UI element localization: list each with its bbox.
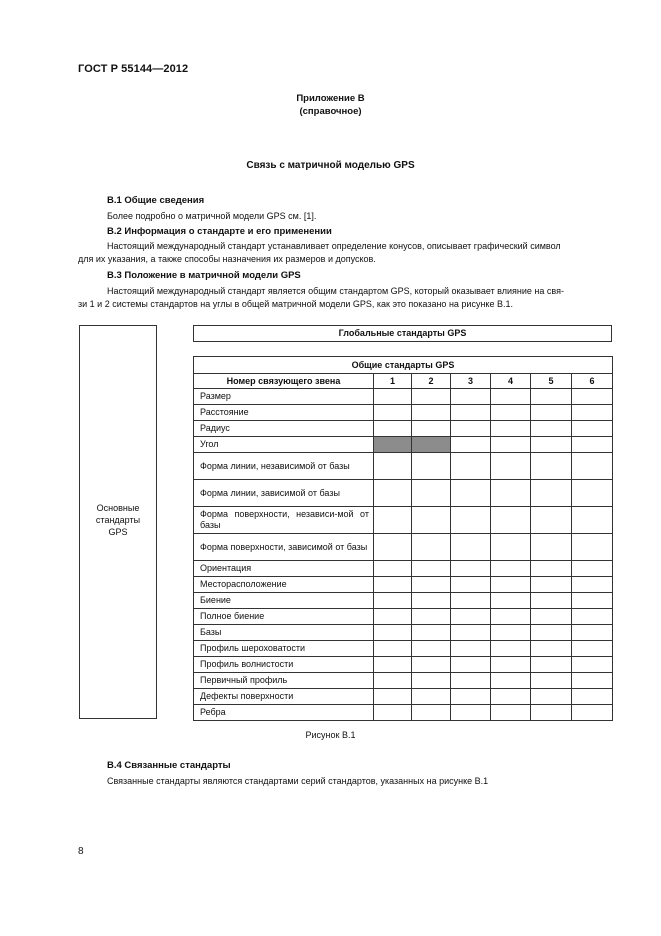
- matrix-cell: [412, 657, 451, 673]
- col-header: 1: [374, 374, 412, 389]
- matrix-cell: [491, 534, 531, 561]
- row-label: Форма поверхности, зависимой от базы: [194, 534, 374, 561]
- matrix-cell: [531, 609, 572, 625]
- matrix-cell: [491, 689, 531, 705]
- matrix-cell: [374, 437, 412, 453]
- matrix-cell: [491, 480, 531, 507]
- matrix-cell: [451, 561, 491, 577]
- matrix-cell: [572, 641, 613, 657]
- matrix-cell: [572, 405, 613, 421]
- table-row: [194, 577, 613, 593]
- matrix-cell: [374, 421, 412, 437]
- global-standards-box: Глобальные стандарты GPS: [193, 325, 612, 342]
- matrix-cell: [491, 641, 531, 657]
- matrix-cell: [491, 657, 531, 673]
- row-label: Полное биение: [194, 609, 374, 625]
- matrix-cell: [451, 593, 491, 609]
- table-row: [194, 437, 613, 453]
- matrix-cell: [451, 657, 491, 673]
- matrix-cell: [412, 641, 451, 657]
- b4-heading: В.4 Связанные стандарты: [107, 760, 231, 771]
- matrix-cell: [491, 453, 531, 480]
- basic-standards-label-line1: Основные: [96, 503, 140, 513]
- matrix-cell: [531, 437, 572, 453]
- matrix-cell: [412, 405, 451, 421]
- b1-heading: В.1 Общие сведения: [107, 195, 205, 206]
- col-header: 4: [491, 374, 531, 389]
- table-row: [194, 453, 613, 480]
- matrix-cell: [451, 437, 491, 453]
- matrix-cell: [451, 389, 491, 405]
- table-row: [194, 657, 613, 673]
- matrix-cell: [572, 389, 613, 405]
- matrix-cell: [531, 480, 572, 507]
- row-label: Радиус: [194, 421, 374, 437]
- matrix-cell: [531, 577, 572, 593]
- matrix-cell: [451, 453, 491, 480]
- matrix-cell: [412, 673, 451, 689]
- matrix-cell: [531, 641, 572, 657]
- basic-standards-label-line2: стандарты: [95, 515, 141, 525]
- matrix-cell: [491, 577, 531, 593]
- matrix-cell: [572, 534, 613, 561]
- table-row: [194, 405, 613, 421]
- row-label: Форма поверхности, независи-мой от базы: [194, 507, 374, 534]
- table-row: [194, 534, 613, 561]
- matrix-cell: [491, 625, 531, 641]
- matrix-cell: [531, 689, 572, 705]
- row-label: Ориентация: [194, 561, 374, 577]
- row-label: Первичный профиль: [194, 673, 374, 689]
- matrix-cell: [412, 421, 451, 437]
- matrix-cell: [572, 577, 613, 593]
- matrix-cell: [531, 405, 572, 421]
- b4-text: Связанные стандарты являются стандартами серий стандартов, указанных на рисунке В.1: [107, 776, 489, 786]
- matrix-cell: [572, 705, 613, 721]
- matrix-cell: [491, 507, 531, 534]
- matrix-cell: [374, 405, 412, 421]
- matrix-cell: [531, 593, 572, 609]
- gps-matrix-table: [193, 356, 613, 721]
- matrix-cell: [451, 625, 491, 641]
- matrix-cell: [374, 609, 412, 625]
- matrix-cell: [412, 534, 451, 561]
- matrix-cell: [572, 673, 613, 689]
- row-label: Ребра: [194, 705, 374, 721]
- matrix-cell: [451, 609, 491, 625]
- document-code: ГОСТ Р 55144—2012: [78, 63, 189, 75]
- row-label: Профиль шероховатости: [194, 641, 374, 657]
- matrix-cell: [491, 609, 531, 625]
- matrix-cell: [572, 480, 613, 507]
- b3-text-line2: зи 1 и 2 системы стандартов на углы в общей матричной модели GPS, как это показано на рисунке В.1.: [78, 299, 513, 309]
- matrix-cell: [572, 609, 613, 625]
- matrix-cell: [412, 689, 451, 705]
- matrix-cell: [572, 421, 613, 437]
- matrix-cell: [491, 437, 531, 453]
- matrix-cell: [451, 480, 491, 507]
- matrix-cell: [374, 453, 412, 480]
- b3-heading: В.3 Положение в матричной модели GPS: [107, 270, 301, 281]
- row-label: Профиль волнистости: [194, 657, 374, 673]
- page-number: 8: [78, 846, 84, 857]
- matrix-cell: [374, 641, 412, 657]
- table-row: [194, 421, 613, 437]
- col-header: 3: [451, 374, 491, 389]
- row-label: Угол: [194, 437, 374, 453]
- table-row: [194, 561, 613, 577]
- general-standards-title: Общие стандарты GPS: [194, 357, 613, 374]
- matrix-cell: [531, 421, 572, 437]
- matrix-cell: [572, 437, 613, 453]
- matrix-cell: [491, 593, 531, 609]
- matrix-cell: [374, 705, 412, 721]
- table-row: [194, 673, 613, 689]
- row-label: Расстояние: [194, 405, 374, 421]
- matrix-cell: [451, 641, 491, 657]
- matrix-cell: [572, 593, 613, 609]
- matrix-cell: [451, 507, 491, 534]
- basic-standards-label-line3: GPS: [108, 527, 128, 537]
- matrix-cell: [531, 534, 572, 561]
- matrix-cell: [374, 577, 412, 593]
- table-row: [194, 480, 613, 507]
- matrix-cell: [572, 507, 613, 534]
- matrix-cell: [572, 689, 613, 705]
- matrix-cell: [531, 507, 572, 534]
- table-row: [194, 593, 613, 609]
- matrix-cell: [451, 705, 491, 721]
- matrix-cell: [412, 593, 451, 609]
- matrix-cell: [491, 673, 531, 689]
- row-label: Форма линии, зависимой от базы: [194, 480, 374, 507]
- matrix-cell: [374, 593, 412, 609]
- matrix-cell: [412, 507, 451, 534]
- row-label: Дефекты поверхности: [194, 689, 374, 705]
- matrix-cell: [374, 561, 412, 577]
- matrix-cell: [374, 480, 412, 507]
- basic-standards-label: [79, 502, 157, 538]
- matrix-cell: [451, 673, 491, 689]
- matrix-cell: [572, 625, 613, 641]
- matrix-cell: [412, 609, 451, 625]
- gps-matrix-body: [194, 357, 613, 721]
- col-header: 6: [572, 374, 613, 389]
- matrix-cell: [451, 405, 491, 421]
- matrix-cell: [531, 453, 572, 480]
- matrix-cell: [412, 577, 451, 593]
- table-row: [194, 641, 613, 657]
- b2-text-line2: для их указания, а также способы назначения их размеров и допусков.: [78, 254, 376, 264]
- matrix-cell: [491, 705, 531, 721]
- row-label: Базы: [194, 625, 374, 641]
- matrix-cell: [572, 453, 613, 480]
- matrix-cell: [531, 657, 572, 673]
- matrix-cell: [572, 657, 613, 673]
- matrix-cell: [491, 561, 531, 577]
- b2-text-line1: Настоящий международный стандарт устанавливает определение конусов, описывает графический символ: [107, 241, 561, 251]
- matrix-cell: [531, 561, 572, 577]
- matrix-cell: [531, 673, 572, 689]
- row-label: Размер: [194, 389, 374, 405]
- appendix-title: Приложение В: [296, 93, 365, 104]
- matrix-cell: [412, 625, 451, 641]
- table-row: [194, 705, 613, 721]
- appendix-subtitle: (справочное): [299, 106, 362, 117]
- b1-text: Более подробно о матричной модели GPS см. [1].: [107, 211, 317, 221]
- table-row: [194, 507, 613, 534]
- matrix-cell: [572, 561, 613, 577]
- matrix-cell: [531, 625, 572, 641]
- table-row: [194, 689, 613, 705]
- matrix-cell: [451, 421, 491, 437]
- b3-text-line1: Настоящий международный стандарт является общим стандартом GPS, который оказывает влияние на свя-: [107, 286, 564, 296]
- col-header: 2: [412, 374, 451, 389]
- matrix-cell: [531, 389, 572, 405]
- matrix-cell: [451, 689, 491, 705]
- section-title: Связь с матричной моделью GPS: [246, 160, 415, 171]
- matrix-cell: [374, 673, 412, 689]
- row-label: Форма линии, независимой от базы: [194, 453, 374, 480]
- matrix-cell: [374, 389, 412, 405]
- matrix-cell: [412, 480, 451, 507]
- table-row: [194, 389, 613, 405]
- matrix-cell: [412, 561, 451, 577]
- b2-heading: В.2 Информация о стандарте и его применении: [107, 226, 332, 237]
- matrix-cell: [374, 625, 412, 641]
- matrix-cell: [374, 657, 412, 673]
- matrix-cell: [412, 453, 451, 480]
- matrix-cell: [412, 705, 451, 721]
- matrix-cell: [451, 577, 491, 593]
- matrix-cell: [531, 705, 572, 721]
- matrix-cell: [374, 507, 412, 534]
- matrix-cell: [451, 534, 491, 561]
- table-row: [194, 609, 613, 625]
- matrix-cell: [412, 437, 451, 453]
- matrix-cell: [374, 689, 412, 705]
- row-label: Месторасположение: [194, 577, 374, 593]
- row-label: Биение: [194, 593, 374, 609]
- matrix-cell: [374, 534, 412, 561]
- column-header-row: [194, 374, 613, 389]
- col-header: 5: [531, 374, 572, 389]
- matrix-cell: [491, 421, 531, 437]
- general-standards-row: [194, 357, 613, 374]
- matrix-cell: [412, 389, 451, 405]
- matrix-cell: [491, 389, 531, 405]
- table-row: [194, 625, 613, 641]
- matrix-cell: [491, 405, 531, 421]
- figure-caption: Рисунок В.1: [305, 730, 356, 740]
- link-number-header: Номер связующего звена: [194, 374, 374, 389]
